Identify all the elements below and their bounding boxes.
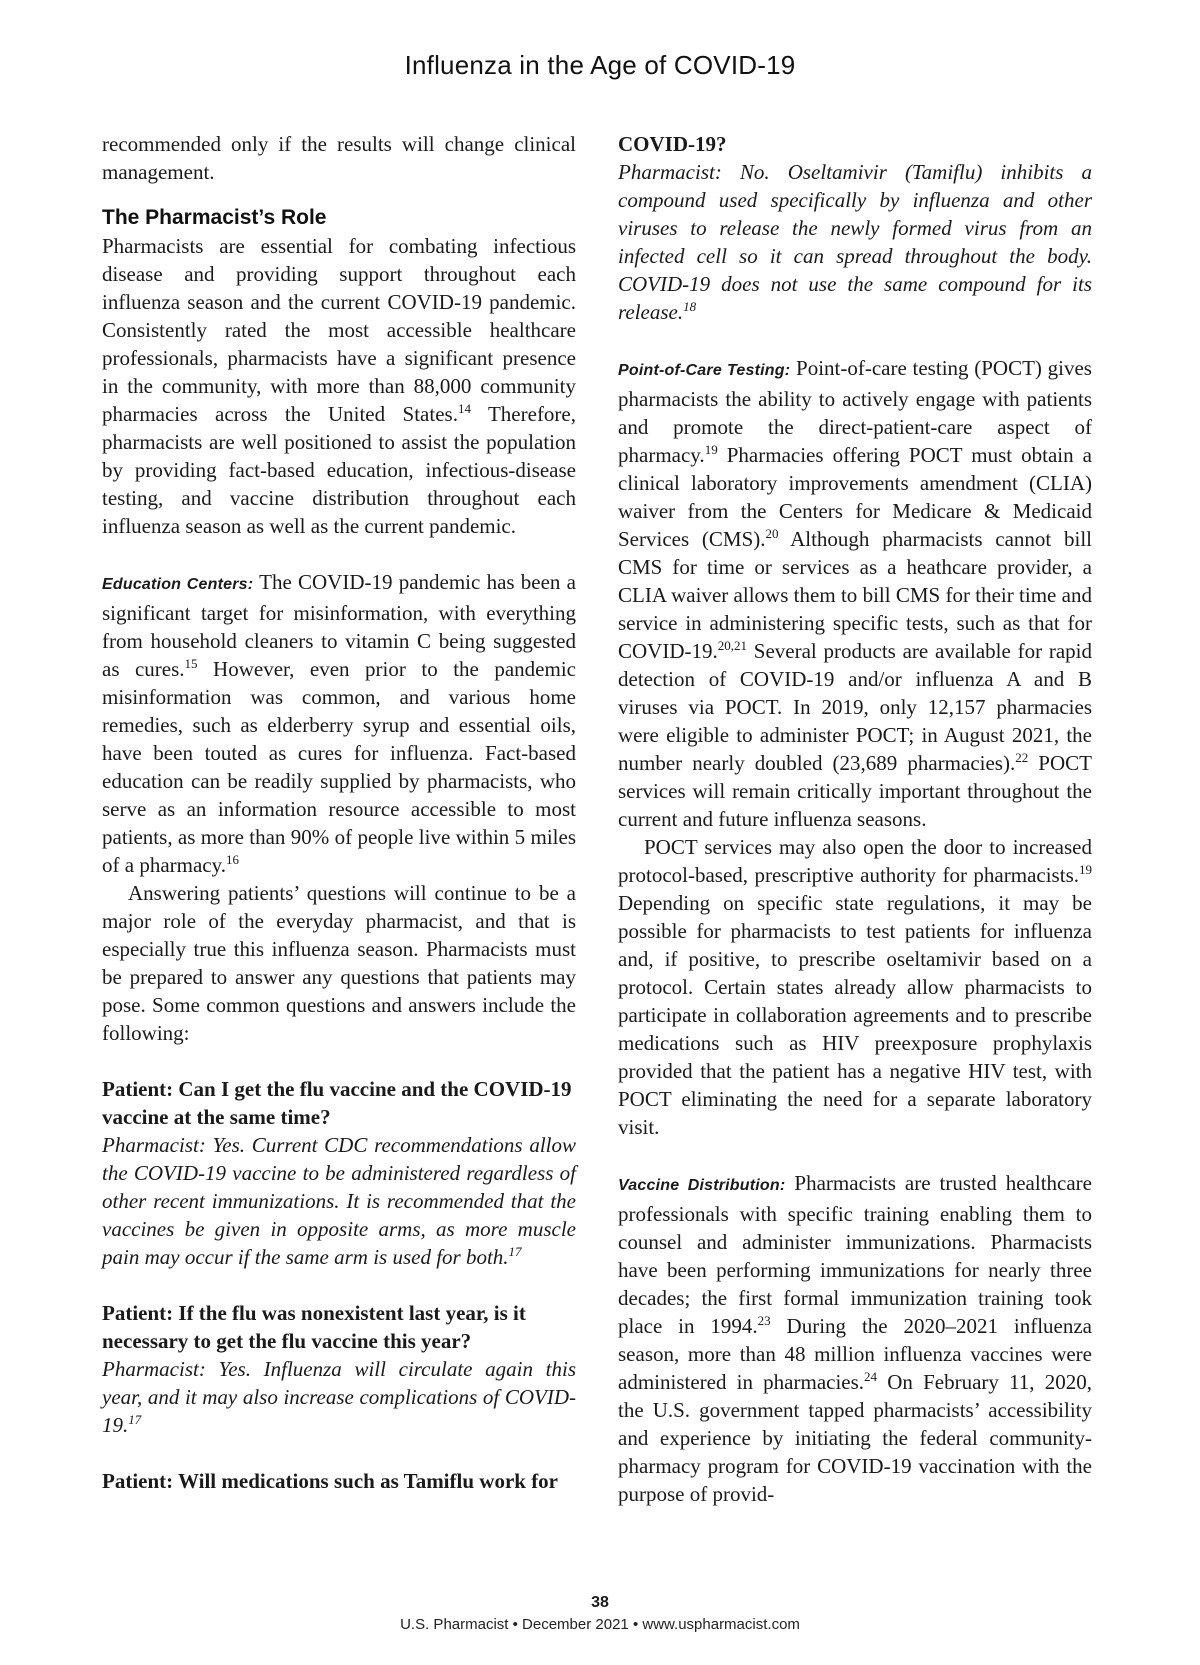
reference-15: 15 <box>184 656 198 671</box>
reference-20: 20 <box>765 526 779 541</box>
education-text-1: The COVID-19 pandemic has been a significant target for misinformation, with everything from household cleaners to vitamin C being suggested as cures. <box>102 570 576 681</box>
vaccine-distribution-paragraph <box>618 1169 1092 1508</box>
reference-14: 14 <box>457 401 471 416</box>
reference-19a: 19 <box>704 442 718 457</box>
vaccine-text-3: On February 11, 2020, the U.S. government tapped pharmacists’ accessibility and experience by initiating the federal community-pharmacy program for COVID-19 vaccination with the purpose of provid- <box>618 1370 1092 1506</box>
question-2: Patient: If the flu was nonexistent last year, is it necessary to get the flu vaccine this year? <box>102 1301 526 1353</box>
answer-2-text: Pharmacist: Yes. Influenza will circulate again this year, and it may also increase complications of COVID-19. <box>102 1357 576 1437</box>
poct-paragraph <box>618 354 1092 833</box>
intro-tail-paragraph: recommended only if the results will change clinical management. <box>102 132 576 184</box>
reference-16: 16 <box>226 852 239 867</box>
education-centers-paragraph <box>102 568 576 879</box>
reference-17b: 17 <box>128 1412 142 1427</box>
poct-label: Point-of-Care Testing: <box>618 362 791 379</box>
poct-authority-paragraph <box>618 833 1092 1141</box>
reference-19b: 19 <box>1079 862 1092 877</box>
question-1: Patient: Can I get the flu vaccine and the COVID-19 vaccine at the same time? <box>102 1077 572 1129</box>
answer-1 <box>102 1131 576 1271</box>
poct-text-2: Pharmacies offering POCT must obtain a clinical laboratory improvements amendment (CLIA) waiver from the Centers for Medicare & Medicaid Services (CMS). <box>618 443 1092 551</box>
poct-text-1: Point-of-care testing (POCT) gives pharmacists the ability to actively engage with patients and promote the direct-patient-care aspect of pharmacy. <box>618 356 1092 467</box>
education-centers-label: Education Centers: <box>102 576 254 593</box>
role-paragraph <box>102 232 576 540</box>
poct-text-3: Although pharmacists cannot bill CMS for time or services as a heathcare provider, a CLIA waiver allows them to bill CMS for their time and service in administering specific tests, such as that for COVID-19. <box>618 527 1092 663</box>
reference-23: 23 <box>757 1313 771 1328</box>
reference-22: 22 <box>1015 750 1029 765</box>
section-heading-pharmacists-role: The Pharmacist’s Role <box>102 206 327 229</box>
running-head-title: Influenza in the Age of COVID-19 <box>404 50 796 80</box>
poct-authority-text-1: POCT services may also open the door to increased protocol-based, prescriptive authority for pharmacists. <box>618 835 1092 887</box>
footer-citation: U.S. Pharmacist • December 2021 • www.uspharmacist.com <box>400 1616 800 1633</box>
vaccine-text-1: Pharmacists are trusted healthcare professionals with specific training enabling them to counsel and administer immunizations. Pharmacists have been performing immunizations for nearly three decades; the first formal immunization training took place in 1994. <box>618 1171 1092 1338</box>
poct-authority-text-2: Depending on specific state regulations, it may be possible for pharmacists to test patients for influenza and, if positive, to prescribe oseltamivir based on a protocol. Certain states already allow pharmacists to participate in collaboration agreements and to prescribe medications such as HIV preexposure prophylaxis provided that the patient has a negative HIV test, with POCT eliminating the need for a separate laboratory visit. <box>618 891 1092 1139</box>
reference-17a: 17 <box>508 1244 522 1259</box>
page-number: 38 <box>591 1594 609 1611</box>
reference-20-21: 20,21 <box>717 638 747 653</box>
vaccine-distribution-label: Vaccine Distribution: <box>618 1177 786 1194</box>
answer-1-text: Pharmacist: Yes. Current CDC recommendations allow the COVID-19 vaccine to be administered regardless of other recent immunizations. It is recommended that the vaccines be given in opposite arms, as more muscle pain may occur if the same arm is used for both. <box>102 1133 576 1269</box>
answer-2 <box>102 1355 576 1439</box>
reference-24: 24 <box>864 1369 878 1384</box>
role-text-2: Therefore, pharmacists are well positioned to assist the population by providing fact-based education, infectious-disease testing, and vaccine distribution throughout each influenza season as well as the current pandemic. <box>102 402 576 538</box>
vaccine-text-2: During the 2020–2021 influenza season, more than 48 million influenza vaccines were administered in pharmacies. <box>618 1314 1092 1394</box>
role-text-1: Pharmacists are essential for combating infectious disease and providing support throughout each influenza season and the current COVID-19 pandemic. Consistently rated the most accessible healthcare professionals, pharmacists have a significant presence in the community, with more than 88,000 community pharmacies across the United States. <box>102 234 576 426</box>
poct-text-5: POCT services will remain critically important throughout the current and future influenza seasons. <box>618 751 1092 831</box>
question-3-end: COVID-19? <box>618 132 727 156</box>
poct-text-4: Several products are available for rapid detection of COVID-19 and/or influenza A and B viruses via POCT. In 2019, only 12,157 pharmacies were eligible to administer POCT; in August 2021, the number nearly doubled (23,689 pharmacies). <box>618 639 1092 775</box>
answer-3 <box>618 158 1092 326</box>
answer-3-text: Pharmacist: No. Oseltamivir (Tamiflu) inhibits a compound used specifically by influenza and other viruses to release the newly formed virus from an infected cell so it can spread throughout the body. COVID-19 does not use the same compound for its release. <box>618 160 1092 324</box>
left-column <box>102 130 576 1495</box>
question-3-start: Patient: Will medications such as Tamiflu work for <box>102 1469 559 1493</box>
reference-18: 18 <box>683 299 697 314</box>
answering-questions-paragraph: Answering patients’ questions will continue to be a major role of the everyday pharmacist, and that is especially true this influenza season. Pharmacists must be prepared to answer any questions that patients may pose. Some common questions and answers include the following: <box>102 881 576 1045</box>
education-text-2: However, even prior to the pandemic misinformation was common, and various home remedies, such as elderberry syrup and essential oils, have been touted as cures for influenza. Fact-based education can be readily supplied by pharmacists, who serve as an information resource accessible to most patients, as more than 90% of people live within 5 miles of a pharmacy. <box>102 657 576 877</box>
right-column <box>618 130 1092 1508</box>
